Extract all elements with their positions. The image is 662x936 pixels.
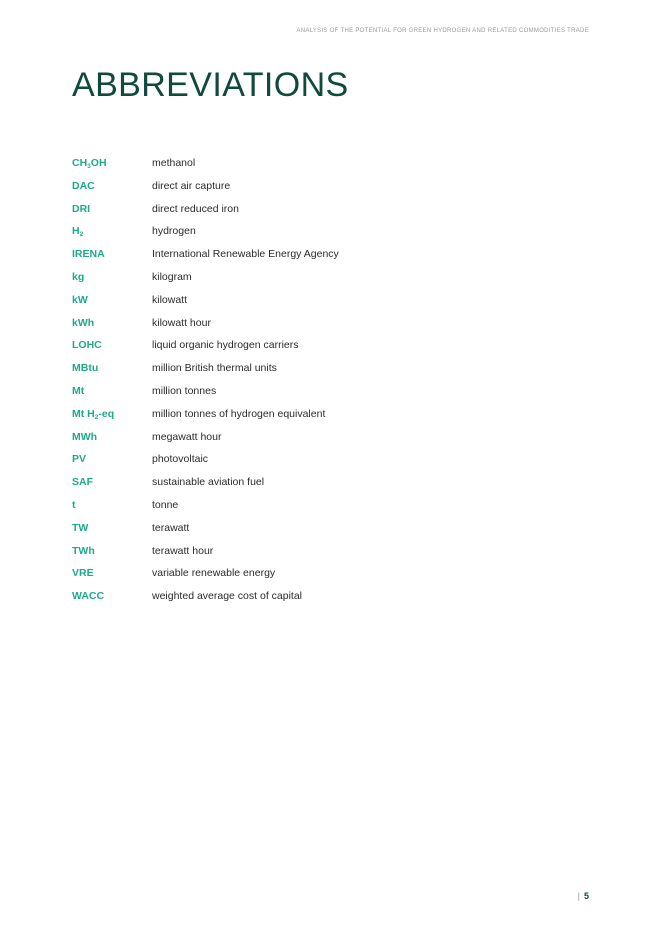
abbreviation-definition: kilogram <box>152 270 192 283</box>
page-number-separator: | <box>577 891 580 901</box>
abbreviation-row <box>72 471 592 494</box>
abbreviation-term: VRE <box>72 567 94 580</box>
abbreviation-term: $H_2$ <box>72 225 84 239</box>
page-number <box>578 891 589 901</box>
abbreviation-row <box>72 448 592 471</box>
abbreviation-definition: weighted average cost of capital <box>152 590 303 603</box>
running-header: ANALYSIS OF THE POTENTIAL FOR GREEN HYDROGEN AND RELATED COMMODITIES TRADE <box>296 28 589 34</box>
abbreviation-definition: million British thermal units <box>152 362 277 375</box>
abbreviation-definition: photovoltaic <box>152 453 209 466</box>
abbreviation-term: kg <box>72 270 85 283</box>
abbreviation-row <box>72 357 592 380</box>
abbreviation-definition: sustainable aviation fuel <box>152 476 265 489</box>
abbreviation-row <box>72 220 592 243</box>
abbreviation-row <box>72 266 592 289</box>
abbreviation-row <box>72 403 592 426</box>
abbreviation-term: TWh <box>72 544 95 557</box>
abbreviation-term: WACC <box>72 590 105 603</box>
abbreviation-row <box>72 243 592 266</box>
abbreviation-term: MWh <box>72 430 98 443</box>
page-title: ABBREVIATIONS <box>72 66 349 104</box>
abbreviation-definition: methanol <box>152 157 196 169</box>
abbreviation-term: Mt <box>72 384 85 397</box>
abbreviation-definition: direct air capture <box>152 179 231 192</box>
abbreviation-term: t <box>72 498 76 511</box>
abbreviation-list <box>72 152 592 608</box>
abbreviation-term: IRENA <box>72 248 105 261</box>
abbreviation-term: LOHC <box>72 339 102 352</box>
abbreviation-term: TW <box>72 521 89 534</box>
abbreviation-row <box>72 334 592 357</box>
abbreviation-term: Mt $H_2-eq$ <box>72 407 115 421</box>
abbreviation-definition: International Renewable Energy Agency <box>152 248 339 261</box>
abbreviation-definition: kilowatt hour <box>152 316 211 329</box>
abbreviation-term: DAC <box>72 179 95 192</box>
abbreviation-row <box>72 494 592 517</box>
abbreviation-row <box>72 517 592 540</box>
abbreviation-term: $CH_3OH$ <box>72 157 107 170</box>
abbreviation-definition: terawatt hour <box>152 544 214 557</box>
page-number-value: 5 <box>583 891 589 901</box>
abbreviation-definition: kilowatt <box>152 293 188 306</box>
abbreviation-term: SAF <box>72 476 93 489</box>
abbreviation-definition: direct reduced iron <box>152 202 239 215</box>
abbreviation-row <box>72 585 592 608</box>
abbreviation-term: kWh <box>72 316 95 329</box>
abbreviation-definition: million tonnes <box>152 384 217 397</box>
abbreviation-row <box>72 540 592 563</box>
abbreviation-row <box>72 175 592 198</box>
abbreviation-term: MBtu <box>72 362 99 375</box>
abbreviation-term: kW <box>72 293 88 306</box>
abbreviation-definition: hydrogen <box>152 225 196 238</box>
abbreviation-row <box>72 380 592 403</box>
abbreviation-definition: variable renewable energy <box>152 567 276 580</box>
abbreviation-definition: million tonnes of hydrogen equivalent <box>152 407 326 420</box>
abbreviation-row <box>72 426 592 449</box>
abbreviation-definition: liquid organic hydrogen carriers <box>152 339 299 352</box>
abbreviation-definition: megawatt hour <box>152 430 222 443</box>
abbreviation-term: PV <box>72 453 87 466</box>
abbreviation-row <box>72 152 592 175</box>
abbreviation-row <box>72 289 592 312</box>
abbreviation-definition: tonne <box>152 498 179 511</box>
abbreviation-term: DRI <box>72 202 91 215</box>
abbreviation-row <box>72 198 592 221</box>
abbreviation-definition: terawatt <box>152 521 190 534</box>
abbreviation-row <box>72 562 592 585</box>
abbreviation-row <box>72 312 592 335</box>
